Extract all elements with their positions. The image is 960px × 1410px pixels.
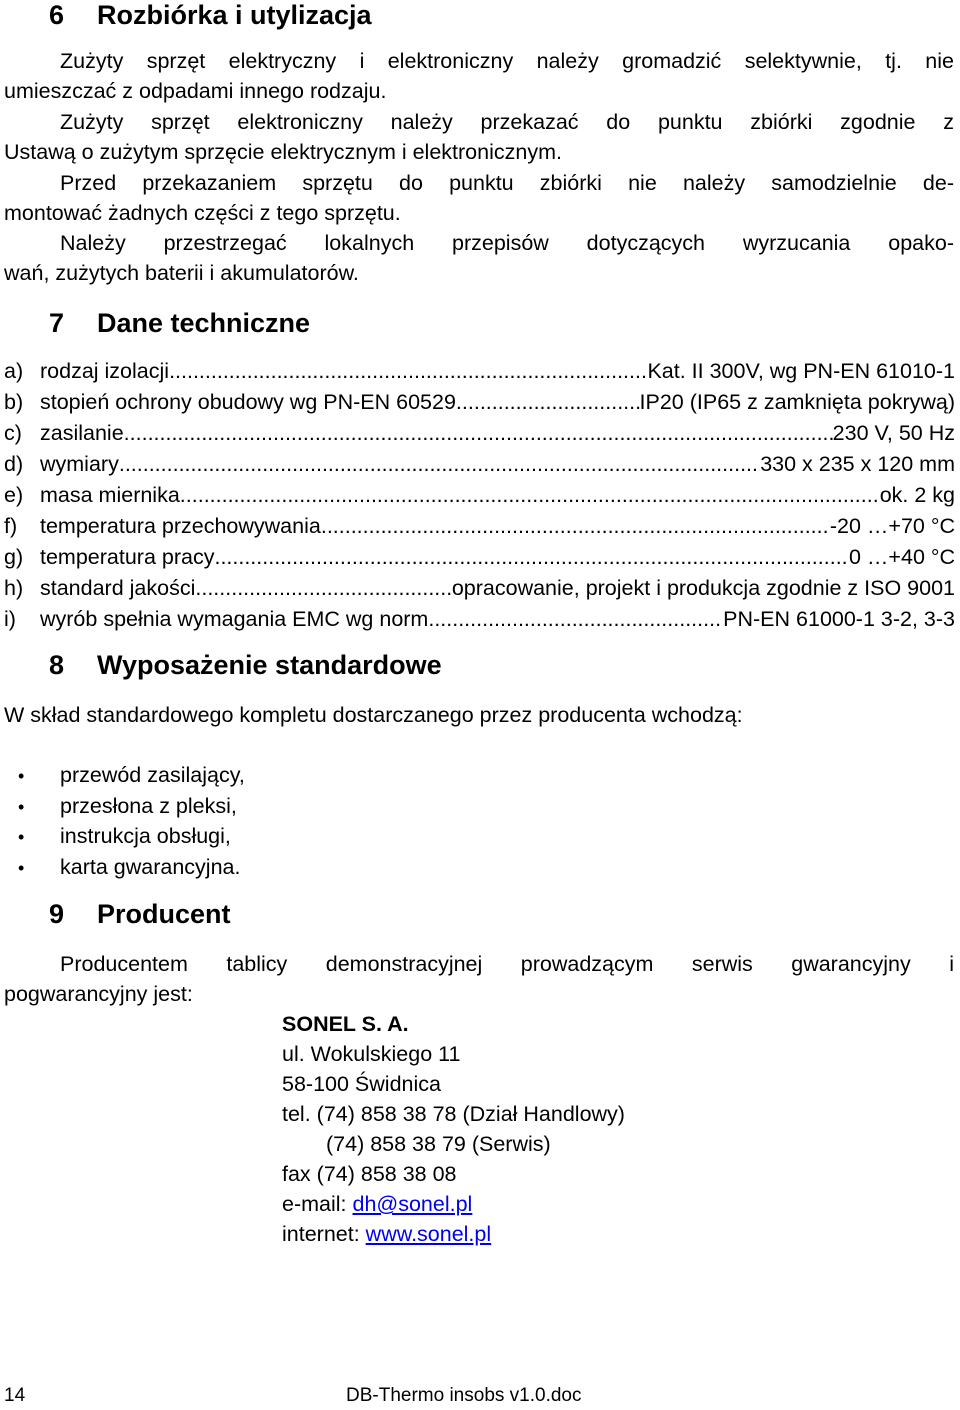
spec-row: g) temperatura pracy ..... 0 …+40 °C [4,542,955,573]
spec-value: 330 x 235 x 120 mm [760,452,955,476]
spec-value: IP20 (IP65 z zamknięta pokrywą) [639,390,955,414]
leader-dots [321,511,830,542]
fax-number: fax (74) 858 38 08 [282,1162,457,1186]
spec-value: -20 …+70 °C [829,514,955,538]
list-item: • przewód zasilający, [18,760,245,791]
paragraph-line: Należy przestrzegać lokalnych przepisów dotyczących wyrzucania opako- [60,231,954,255]
paragraph-line: wań, zużytych baterii i akumulatorów. [4,261,359,285]
paragraph-line: Ustawą o zużytym sprzęcie elektrycznym i elektronicznym. [4,140,562,164]
section-title: Producent [97,899,231,929]
email-link[interactable]: dh@sonel.pl [352,1192,473,1216]
spec-row: h) standard jakości ..... opracowanie, projekt i produkcja zgodnie z ISO 9001 [4,573,955,604]
spec-label: zasilanie [40,421,124,445]
bullet-icon: • [18,796,25,817]
spec-label: temperatura przechowywania [40,514,321,538]
producer-contact [282,1009,625,1249]
spec-value: PN-EN 61000-1 3-2, 3-3 [723,607,955,631]
leader-dots [119,449,760,480]
spec-row: f) temperatura przechowywania ..... -20 …+70 °C [4,511,955,542]
city-address: 58-100 Świdnica [282,1072,441,1096]
paragraph-line: Zużyty sprzęt elektroniczny należy przekazać do punktu zbiórki zgodnie z [60,110,954,134]
section-9-heading [49,899,231,929]
disposal-paragraph-3 [4,168,954,228]
equipment-list [18,760,245,882]
spec-label: rodzaj izolacji [40,359,170,383]
section-title: Dane techniczne [97,308,311,338]
equipment-intro [4,700,954,730]
technical-specs-list [4,356,955,635]
leader-dots [428,604,723,635]
spec-value: 0 …+40 °C [849,545,955,569]
document-filename: DB-Thermo insobs v1.0.doc [346,1385,582,1406]
paragraph-line: Przed przekazaniem sprzętu do punktu zbiórki nie należy samodzielnie de- [60,171,954,195]
section-6-heading [49,0,372,30]
paragraph-line: pogwarancyjny jest: [4,982,193,1006]
bullet-icon: • [18,766,25,786]
section-number: 6 [49,0,65,30]
paragraph-line: montować żadnych części z tego sprzętu. [4,201,401,225]
spec-row: e) masa miernika ..... ok. 2 kg [4,480,955,511]
leader-dots [124,418,833,449]
leader-dots [169,356,647,387]
producer-intro [4,949,954,1009]
street-address: ul. Wokulskiego 11 [282,1042,461,1066]
disposal-paragraph-2 [4,107,954,167]
spec-value: 230 V, 50 Hz [832,421,955,445]
spec-value: ok. 2 kg [879,483,955,507]
list-item: • instrukcja obsługi, [18,821,245,852]
leader-dots [180,480,880,511]
list-item: • karta gwarancyjna. [18,852,245,883]
email-row: e-mail: dh@sonel.pl [282,1192,473,1216]
phone-sales: tel. (74) 858 38 78 (Dział Handlowy) [282,1102,625,1126]
spec-row: d) wymiary ..... 330 x 235 x 120 mm [4,449,955,480]
company-name: SONEL S. A. [282,1012,409,1036]
phone-service: (74) 858 38 79 (Serwis) [326,1132,551,1156]
spec-label: wyrób spełnia wymagania EMC wg norm [40,607,429,631]
spec-value: opracowanie, projekt i produkcja zgodnie z ISO 9001 [451,576,955,600]
paragraph-line: Producentem tablicy demonstracyjnej prowadzącym serwis gwarancyjny i [60,952,954,976]
disposal-paragraph-1 [4,46,954,106]
section-title: Wyposażenie standardowe [97,650,442,680]
section-7-heading [49,308,310,338]
list-item: • przesłona z pleksi, [18,791,245,822]
disposal-paragraph-4 [4,228,954,288]
spec-label: wymiary [40,452,119,476]
bullet-icon: • [18,827,25,847]
spec-row: c) zasilanie ..... 230 V, 50 Hz [4,418,955,449]
section-number: 7 [49,308,65,338]
spec-row: i) wyrób spełnia wymagania EMC wg norm ..... PN-EN 61000-1 3-2, 3-3 [4,604,955,635]
paragraph-line: Zużyty sprzęt elektryczny i elektroniczny należy gromadzić selektywnie, tj. nie [60,49,954,73]
spec-label: standard jakości [40,576,196,600]
spec-label: temperatura pracy [40,545,215,569]
section-8-heading [49,650,442,680]
bullet-icon: • [18,857,25,878]
leader-dots [456,387,640,418]
leader-dots [214,542,849,573]
section-title: Rozbiórka i utylizacja [97,0,372,30]
page-number: 14 [4,1385,26,1406]
spec-row: a) rodzaj izolacji ..... Kat. II 300V, wg PN-EN 61010-1 [4,356,955,387]
spec-label: stopień ochrony obudowy wg PN-EN 60529 [40,390,456,414]
leader-dots [195,573,451,604]
website-link[interactable]: www.sonel.pl [365,1222,492,1246]
section-number: 8 [49,650,65,680]
spec-label: masa miernika [40,483,180,507]
website-row: internet: www.sonel.pl [282,1222,492,1246]
spec-row: b) stopień ochrony obudowy wg PN-EN 60529 ..... IP20 (IP65 z zamknięta pokrywą) [4,387,955,418]
section-number: 9 [49,899,65,929]
spec-value: Kat. II 300V, wg PN-EN 61010-1 [647,359,955,383]
paragraph-line: umieszczać z odpadami innego rodzaju. [4,79,387,103]
paragraph-line: W skład standardowego kompletu dostarczanego przez producenta wchodzą: [4,703,743,727]
